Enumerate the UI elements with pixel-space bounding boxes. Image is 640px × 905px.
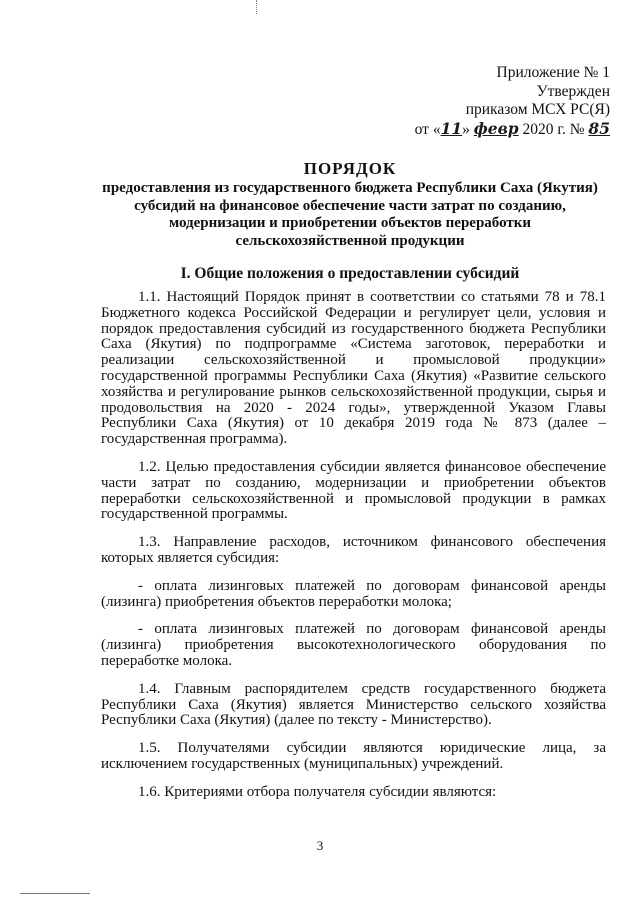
approved-label: Утвержден [536, 82, 610, 100]
page-number: 3 [316, 838, 324, 853]
paragraph-1-2: 1.2. Целью предоставления субсидии является финансовое обеспечение части затрат по созданию, модернизации и приобретении объектов переработки сельскохозяйственной и промысловой продукции в рамках государственной программы. [101, 458, 606, 523]
footer-rule [20, 893, 90, 894]
document-subtitle: предоставления из государственного бюджета Республики Саха (Якутия) субсидий на финансовое обеспечение части затрат по созданию, модернизации и приобретении объектов переработки сельскохозяйственной продукции [102, 180, 598, 249]
appendix-label: Приложение № 1 [496, 64, 610, 81]
paragraph-1-5: 1.5. Получателями субсидии являются юридические лица, за исключением государственных (муниципальных) учреждений. [101, 740, 606, 772]
body-text [101, 290, 606, 813]
date-prefix: от « [414, 120, 441, 138]
title-block [100, 158, 600, 250]
handwritten-month: февр [473, 118, 519, 138]
order-label: приказом МСХ РС(Я) [465, 101, 610, 118]
order-date-line [415, 120, 610, 140]
date-year: 2020 г. № [518, 120, 589, 138]
handwritten-order-number: 85 [588, 118, 610, 138]
paragraph-1-1: 1.1. Настоящий Порядок принят в соответствии со статьями 78 и 78.1 Бюджетного кодекса Российской Федерации и регулирует цели, условия и порядок предоставления субсидий из государственного бюджета Республики Саха (Якутия) по подпрограмме «Система заготовок, переработки и реализации сельскохозяйственной и промысловой продукции» государственной программы Республики Саха (Якутия) «Развитие сельского хозяйства и регулирование рынков сельскохозяйственной продукции, сырья и продовольствия на 2020 - 2024 годы», утвержденной Указом Главы Республики Саха (Якутия) от 10 декабря 2019 года № 873 (далее – государственная программа). [101, 289, 606, 448]
list-item-leasing-equipment: - оплата лизинговых платежей по договорам финансовой аренды (лизинга) приобретения высокотехнологического оборудования по переработке молока. [101, 621, 606, 669]
date-mid: » [462, 120, 474, 138]
section-heading: I. Общие положения о предоставлении субсидий [180, 265, 520, 282]
scan-artifact-mark [256, 0, 259, 14]
list-item-leasing-objects: - оплата лизинговых платежей по договорам финансовой аренды (лизинга) приобретения объектов переработки молока; [101, 577, 606, 610]
paragraph-1-6: 1.6. Критериями отбора получателя субсидии являются: [138, 783, 497, 800]
approval-block [415, 64, 610, 139]
paragraph-1-4: 1.4. Главным распорядителем средств государственного бюджета Республики Саха (Якутия) является Министерство сельского хозяйства Республики Саха (Якутия) (далее по тексту - Министерство). [101, 680, 606, 729]
document-title: ПОРЯДОК [303, 159, 397, 178]
handwritten-day: 11 [440, 118, 463, 138]
paragraph-1-3: 1.3. Направление расходов, источником финансового обеспечения которых является субсидия: [101, 534, 606, 566]
